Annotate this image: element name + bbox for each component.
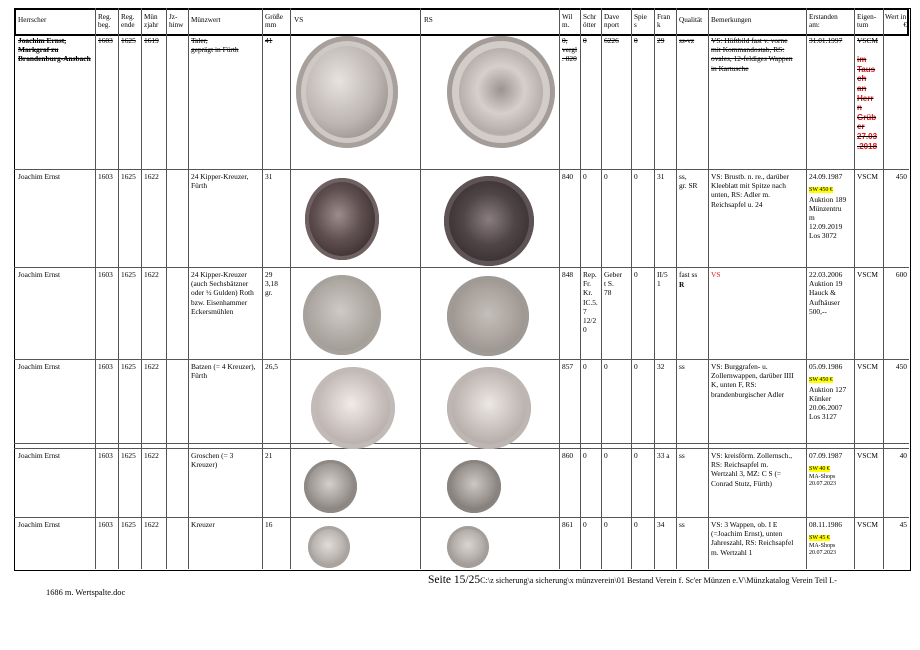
cell-davenport	[604, 172, 631, 181]
cell-qualitaet	[679, 451, 708, 460]
cell-eigentum-line: VSCM	[857, 172, 878, 181]
cell-eigentum-line: VSCM	[857, 451, 878, 460]
column-divider	[601, 8, 602, 569]
cell-wil	[562, 520, 580, 529]
catalog-table	[14, 8, 911, 571]
cell-schroetter-line: Kr.	[583, 288, 593, 298]
cell-muenzwert	[191, 362, 261, 380]
cell-bemerkungen-line: VS: Burggrafen- u.	[711, 362, 768, 371]
cell-bemerkungen-line: RS: Reichsapfel m.	[711, 460, 769, 470]
cell-davenport-line: Geber	[604, 270, 623, 279]
cell-erstanden-line: Hauck &	[809, 288, 836, 298]
column-divider	[854, 8, 855, 569]
column-divider	[676, 8, 677, 569]
cell-bemerkungen-line: Zollernwappen, darüber IIII	[711, 371, 794, 381]
cell-wil-line: vergl	[562, 45, 578, 55]
header-frank: Fran k	[657, 13, 671, 30]
cell-bemerkungen-line: K, unten F, RS:	[711, 380, 757, 390]
row-divider	[14, 443, 909, 444]
cell-herrscher	[18, 270, 94, 279]
cell-eigentum	[857, 520, 884, 529]
header-spies: Spie s	[634, 13, 647, 30]
sw-value	[809, 466, 854, 473]
row-divider	[14, 359, 909, 360]
cell-schroetter	[583, 270, 601, 334]
cell-bemerkungen-line: VS: Hüftbild fast v. vorne	[711, 36, 788, 45]
acquisition-note: 12.09.2019	[809, 222, 843, 232]
cell-groesse	[265, 451, 289, 460]
cell-spies-line: 0	[634, 270, 638, 279]
exchange-note-line: Herr	[857, 93, 874, 103]
cell-frank: II/5 1	[657, 270, 668, 289]
cell-schroetter	[583, 172, 601, 181]
cell-erstanden	[809, 172, 854, 241]
cell-davenport-line: 78	[604, 288, 612, 298]
cell-qualitaet-line: ss-vz	[679, 36, 695, 45]
cell-davenport-line: 0	[604, 451, 608, 460]
cell-bemerkungen-line: ovales, 12-feldiges Wappen	[711, 54, 793, 64]
cell-herrscher-line: Joachim Ernst	[18, 362, 61, 371]
cell-spies	[634, 36, 654, 45]
acquisition-note: Künker	[809, 393, 832, 403]
column-divider	[806, 8, 807, 569]
cell-bemerkungen-line: (=Joachim Ernst), unten	[711, 529, 783, 539]
cell-davenport	[604, 520, 631, 529]
acquisition-note: m	[809, 213, 815, 223]
cell-qualitaet	[679, 172, 708, 190]
column-divider	[118, 8, 119, 569]
cell-muenzjahr: 1622	[144, 172, 159, 181]
cell-muenzjahr: 1619	[144, 36, 159, 45]
cell-wert: 45	[899, 520, 907, 529]
cell-herrscher	[18, 520, 94, 529]
cell-erstanden	[809, 36, 854, 45]
cell-muenzwert	[191, 270, 261, 316]
coin-reverse-image	[447, 460, 501, 513]
cell-herrscher-line: Joachim Ernst	[18, 520, 61, 529]
cell-eigentum	[857, 362, 884, 371]
cell-qualitaet-line: ss	[679, 451, 685, 460]
cell-schroetter-line: 0	[583, 362, 587, 371]
cell-muenzwert-line: Fürth	[191, 181, 208, 191]
cell-muenzjahr: 1622	[144, 270, 159, 279]
cell-davenport-line: 0	[604, 172, 608, 181]
cell-qualitaet-line: ss	[679, 520, 685, 529]
cell-herrscher-line: Joachim Ernst,	[18, 36, 67, 45]
cell-muenzwert-line: geprägt in Fürth	[191, 45, 239, 55]
exchange-note-line: Grüb	[857, 112, 877, 122]
cell-schroetter	[583, 36, 601, 45]
cell-eigentum-line: VSCM	[857, 520, 878, 529]
cell-wil-line: 861	[562, 520, 574, 529]
cell-qualitaet	[679, 270, 708, 289]
sw-value-badge: SW 40 €	[809, 466, 830, 473]
cell-spies	[634, 362, 654, 371]
cell-bemerkungen-line: VS: Brustb. n. re., darüber	[711, 172, 789, 181]
cell-erstanden-line: 31.01.1997	[809, 36, 843, 45]
cell-spies-line: 0	[634, 36, 638, 45]
cell-muenzjahr: 1622	[144, 451, 159, 460]
cell-groesse-line: 31	[265, 172, 273, 181]
column-divider	[559, 8, 560, 569]
cell-muenzwert-line: Fürth	[191, 371, 208, 381]
cell-davenport-line: 6226	[604, 36, 619, 45]
cell-muenzwert-line: Eckersmühlen	[191, 306, 234, 316]
cell-erstanden-line: 05.09.1986	[809, 362, 843, 371]
cell-muenzwert-line: Kreuzer	[191, 520, 215, 529]
exchange-note	[857, 55, 884, 151]
column-divider	[141, 8, 142, 569]
header-reg-ende: Reg. ende	[121, 13, 135, 30]
header-qualitaet: Qualität	[679, 16, 703, 24]
cell-reg-beg: 1603	[98, 520, 113, 529]
cell-erstanden-line: Auktion 19	[809, 279, 843, 289]
acquisition-note: Münzentru	[809, 203, 842, 213]
cell-wil	[562, 362, 580, 371]
acquisition-note: 20.07.2023	[809, 481, 836, 488]
cell-groesse-line: 16	[265, 520, 273, 529]
cell-frank: 32	[657, 362, 665, 371]
cell-wil	[562, 36, 580, 64]
cell-bemerkungen-line: Reichsapfel u. 24	[711, 199, 763, 209]
sw-value	[809, 535, 854, 542]
cell-herrscher-line: Joachim Ernst	[18, 270, 61, 279]
cell-wil-line: 840	[562, 172, 574, 181]
exchange-note-line: er	[857, 122, 865, 132]
cell-qualitaet-line: ss	[679, 362, 685, 371]
cell-bemerkungen-line: in Kartusche	[711, 63, 749, 73]
cell-spies-line: 0	[634, 520, 638, 529]
cell-muenzwert	[191, 520, 261, 529]
coin-reverse-image	[447, 36, 555, 148]
remark-red: VS	[711, 270, 721, 279]
cell-davenport	[604, 36, 631, 45]
header-muenzwert: Münzwert	[191, 16, 221, 24]
cell-muenzwert-line: bzw. Eisenhammer	[191, 297, 248, 307]
cell-wert: 450	[895, 362, 907, 371]
cell-davenport	[604, 362, 631, 371]
cell-spies	[634, 270, 654, 279]
column-divider	[95, 8, 96, 569]
cell-reg-beg: 1603	[98, 172, 113, 181]
sw-value-badge: SW 45 €	[809, 535, 830, 542]
coin-obverse-image	[308, 526, 350, 568]
cell-bemerkungen-line: VS: 3 Wappen, ob. I E	[711, 520, 778, 529]
cell-muenzwert-line: 24 Kipper-Kreuzer	[191, 270, 247, 279]
cell-herrscher-line: Joachim Ernst	[18, 451, 61, 460]
cell-wert: 600	[895, 270, 907, 279]
sw-value	[809, 187, 854, 194]
cell-muenzwert-line: Groschen (= 3	[191, 451, 234, 460]
cell-wert: 40	[899, 451, 907, 460]
column-divider	[262, 8, 263, 569]
acquisition-note: Los 3072	[809, 231, 837, 241]
header-rs: RS	[424, 16, 433, 24]
cell-herrscher	[18, 362, 94, 371]
cell-groesse-line: 3,18	[265, 279, 278, 289]
cell-qualitaet-line: fast ss	[679, 270, 698, 279]
header-herrscher: Herrscher	[18, 16, 47, 24]
exchange-note-line: an	[857, 83, 867, 93]
cell-schroetter-line: 0	[583, 36, 587, 45]
row-divider	[14, 169, 909, 170]
acquisition-note: Auktion 189	[809, 194, 847, 204]
cell-frank: 34	[657, 520, 665, 529]
cell-bemerkungen-line: unten, RS: Adler m.	[711, 190, 770, 200]
header-reg-beg: Reg. beg.	[98, 13, 112, 30]
cell-eigentum	[857, 451, 884, 460]
cell-qualitaet	[679, 362, 708, 371]
cell-schroetter	[583, 362, 601, 371]
cell-wil-line: . 820	[562, 54, 577, 64]
acquisition-note: Los 3127	[809, 412, 837, 422]
cell-muenzwert	[191, 451, 261, 469]
cell-muenzwert	[191, 36, 261, 54]
cell-herrscher	[18, 36, 94, 64]
coin-obverse-image	[305, 178, 379, 260]
cell-erstanden	[809, 520, 854, 557]
exchange-note-line: ch	[857, 74, 867, 84]
cell-davenport-line: 0	[604, 520, 608, 529]
column-divider	[188, 8, 189, 569]
column-divider	[580, 8, 581, 569]
cell-erstanden-line: 08.11.1986	[809, 520, 842, 529]
cell-muenzwert-line: Kreuzer)	[191, 460, 218, 470]
cell-groesse-line: 29	[265, 270, 273, 279]
cell-groesse-line: gr.	[265, 288, 273, 298]
cell-spies	[634, 172, 654, 181]
cell-reg-beg: 1603	[98, 451, 113, 460]
header-wert: Wert in €	[885, 13, 907, 30]
cell-spies-line: 0	[634, 451, 638, 460]
cell-bemerkungen-line: m. Wertzahl 1	[711, 547, 753, 557]
cell-davenport	[604, 451, 631, 460]
cell-bemerkungen	[711, 270, 806, 279]
cell-wil-line: 857	[562, 362, 574, 371]
cell-schroetter	[583, 451, 601, 460]
exchange-note-line: n	[857, 103, 862, 113]
cell-eigentum-line: VSCM	[857, 270, 878, 279]
cell-bemerkungen-line: mit Kommandostab, RS:	[711, 45, 785, 55]
page-number: Seite 15/25	[428, 574, 481, 586]
cell-muenzwert	[191, 172, 261, 190]
cell-frank: 29	[657, 36, 665, 45]
cell-spies-line: 0	[634, 172, 638, 181]
cell-eigentum	[857, 172, 884, 181]
cell-groesse-line: 21	[265, 451, 273, 460]
cell-muenzjahr: 1622	[144, 362, 159, 371]
cell-reg-ende: 1625	[121, 172, 136, 181]
cell-herrscher-line: Markgraf zu	[18, 45, 59, 55]
cell-wert: 450	[895, 172, 907, 181]
cell-bemerkungen	[711, 520, 806, 557]
cell-spies	[634, 520, 654, 529]
cell-bemerkungen	[711, 451, 806, 488]
cell-wil-line: 0,	[562, 36, 568, 45]
cell-bemerkungen-line: Jahreszahl, RS: Reichsapfel	[711, 538, 794, 548]
cell-schroetter-line: 0	[583, 520, 587, 529]
acquisition-note: MA-Shops	[809, 542, 836, 549]
cell-erstanden	[809, 362, 854, 421]
cell-qualitaet	[679, 36, 708, 45]
header-groesse: Größe mm	[265, 13, 283, 30]
cell-groesse	[265, 362, 289, 371]
coin-reverse-image	[447, 367, 531, 449]
cell-bemerkungen	[711, 172, 806, 209]
cell-davenport-line: t S.	[604, 279, 614, 289]
cell-schroetter-line: 0	[583, 451, 587, 460]
header-davenport: Dave nport	[604, 13, 620, 30]
cell-muenzwert-line: (auch Sechsbätzner	[191, 279, 249, 289]
cell-spies-line: 0	[634, 362, 638, 371]
cell-bemerkungen-line: brandenburgischer Adler	[711, 389, 785, 399]
header-schroetter: Schr ötter	[583, 13, 597, 30]
cell-reg-ende: 1625	[121, 520, 136, 529]
cell-erstanden-line: 22.03.2006	[809, 270, 843, 279]
cell-reg-beg: 1603	[98, 270, 113, 279]
cell-herrscher-line: Brandenburg-Ansbach	[18, 54, 91, 64]
cell-groesse	[265, 270, 289, 298]
sw-value-badge: SW 450 €	[809, 377, 833, 384]
cell-schroetter-line: Rep.	[583, 270, 597, 279]
coin-reverse-image	[447, 526, 489, 568]
cell-wil-line: 848	[562, 270, 574, 279]
coin-obverse-image	[303, 275, 381, 355]
column-divider	[708, 8, 709, 569]
cell-schroetter-line: 7	[583, 306, 587, 316]
coin-obverse-image	[311, 367, 395, 449]
cell-bemerkungen-line: Wertzahl 3, MZ: C S (=	[711, 469, 782, 479]
cell-groesse	[265, 36, 289, 45]
cell-erstanden-line: 07.09.1987	[809, 451, 843, 460]
cell-reg-beg: 1603	[98, 36, 113, 45]
cell-groesse-line: 41	[265, 36, 273, 45]
cell-eigentum	[857, 270, 884, 279]
cell-herrscher-line: Joachim Ernst	[18, 172, 61, 181]
cell-muenzwert-line: 24 Kipper-Kreuzer,	[191, 172, 249, 181]
cell-bemerkungen	[711, 36, 806, 73]
cell-reg-ende: 1625	[121, 36, 136, 45]
cell-wil	[562, 270, 580, 279]
cell-schroetter-line: Fr.	[583, 279, 592, 289]
page-footer	[428, 574, 837, 586]
sw-value-badge: SW 450 €	[809, 187, 833, 194]
exchange-note-line: .2018	[857, 141, 878, 151]
cell-wil	[562, 172, 580, 181]
cell-frank: 31	[657, 172, 665, 181]
cell-bemerkungen-line: VS: kreisförm. Zollernsch.,	[711, 451, 793, 460]
cell-erstanden-line: Aufhäuser	[809, 297, 840, 307]
header-muenzjahr: Mün zjahr	[144, 13, 159, 30]
acquisition-note: Auktion 127	[809, 384, 847, 394]
cell-erstanden-line: 24.09.1987	[809, 172, 843, 181]
exchange-note-line: Taus	[857, 64, 876, 74]
column-divider	[631, 8, 632, 569]
coin-obverse-image	[304, 460, 357, 513]
cell-groesse-line: 26,5	[265, 362, 278, 371]
cell-reg-beg: 1603	[98, 362, 113, 371]
cell-erstanden-line: 500,--	[809, 306, 827, 316]
cell-qualitaet-line: gr. SR	[679, 181, 698, 191]
cell-schroetter-line: 0	[583, 172, 587, 181]
cell-groesse	[265, 172, 289, 181]
rarity-mark: R	[679, 280, 685, 290]
cell-muenzwert-line: Batzen (= 4 Kreuzer),	[191, 362, 256, 371]
cell-erstanden	[809, 451, 854, 488]
cell-frank: 33 a	[657, 451, 670, 460]
cell-muenzjahr: 1622	[144, 520, 159, 529]
header-eigentum: Eigen- tum	[857, 13, 877, 30]
header-hinweis: Jz- hinw	[169, 13, 184, 30]
exchange-note-line: 27.03	[857, 131, 878, 141]
row-divider	[14, 267, 909, 268]
file-path-continued: 1686 m. Wertspalte.doc	[46, 588, 126, 597]
coin-reverse-image	[444, 176, 534, 266]
header-bemerkungen: Bemerkungen	[711, 16, 752, 24]
cell-schroetter-line: 0	[583, 325, 587, 335]
acquisition-note: 20.06.2007	[809, 403, 843, 413]
cell-eigentum	[857, 36, 884, 151]
cell-spies	[634, 451, 654, 460]
cell-groesse	[265, 520, 289, 529]
cell-herrscher	[18, 451, 94, 460]
cell-bemerkungen-line: Conrad Stutz, Fürth)	[711, 478, 772, 488]
cell-davenport	[604, 270, 631, 298]
acquisition-note: MA-Shops	[809, 473, 836, 480]
cell-eigentum-line: VSCM	[857, 36, 878, 45]
cell-wil-line: 860	[562, 451, 574, 460]
header-wil: Wil m.	[562, 13, 573, 30]
row-divider	[14, 448, 909, 449]
exchange-note-line: im	[857, 55, 867, 65]
coin-obverse-image	[296, 36, 398, 148]
column-divider	[290, 8, 291, 569]
cell-eigentum-line: VSCM	[857, 362, 878, 371]
column-divider	[166, 8, 167, 569]
cell-schroetter	[583, 520, 601, 529]
cell-reg-ende: 1625	[121, 362, 136, 371]
column-divider	[420, 8, 421, 569]
cell-bemerkungen	[711, 362, 806, 399]
cell-bemerkungen-line: Kleeblatt mit Spitze nach	[711, 181, 786, 191]
cell-qualitaet-line: ss,	[679, 172, 687, 181]
row-divider	[14, 517, 909, 518]
cell-muenzwert-line: Taler,	[191, 36, 208, 45]
cell-reg-ende: 1625	[121, 270, 136, 279]
acquisition-note: 20.07.2023	[809, 550, 836, 557]
cell-herrscher	[18, 172, 94, 181]
cell-reg-ende: 1625	[121, 451, 136, 460]
sw-value	[809, 377, 854, 384]
header-vs: VS	[294, 16, 304, 24]
cell-davenport-line: 0	[604, 362, 608, 371]
cell-qualitaet	[679, 520, 708, 529]
cell-schroetter-line: IC.5.	[583, 297, 598, 307]
cell-muenzwert-line: oder ½ Gulden) Roth	[191, 288, 254, 298]
file-path: C:\z sicherung\a sicherung\x münzverein\01 Bestand Verein f. Sc'er Münzen e.V\Münzkatalog Verein Teil I.-	[480, 576, 837, 585]
cell-erstanden	[809, 270, 854, 316]
cell-schroetter-line: 12/2	[583, 316, 597, 326]
header-erstanden: Erstanden am:	[809, 13, 838, 30]
cell-wil	[562, 451, 580, 460]
column-divider	[654, 8, 655, 569]
coin-reverse-image	[447, 276, 529, 356]
